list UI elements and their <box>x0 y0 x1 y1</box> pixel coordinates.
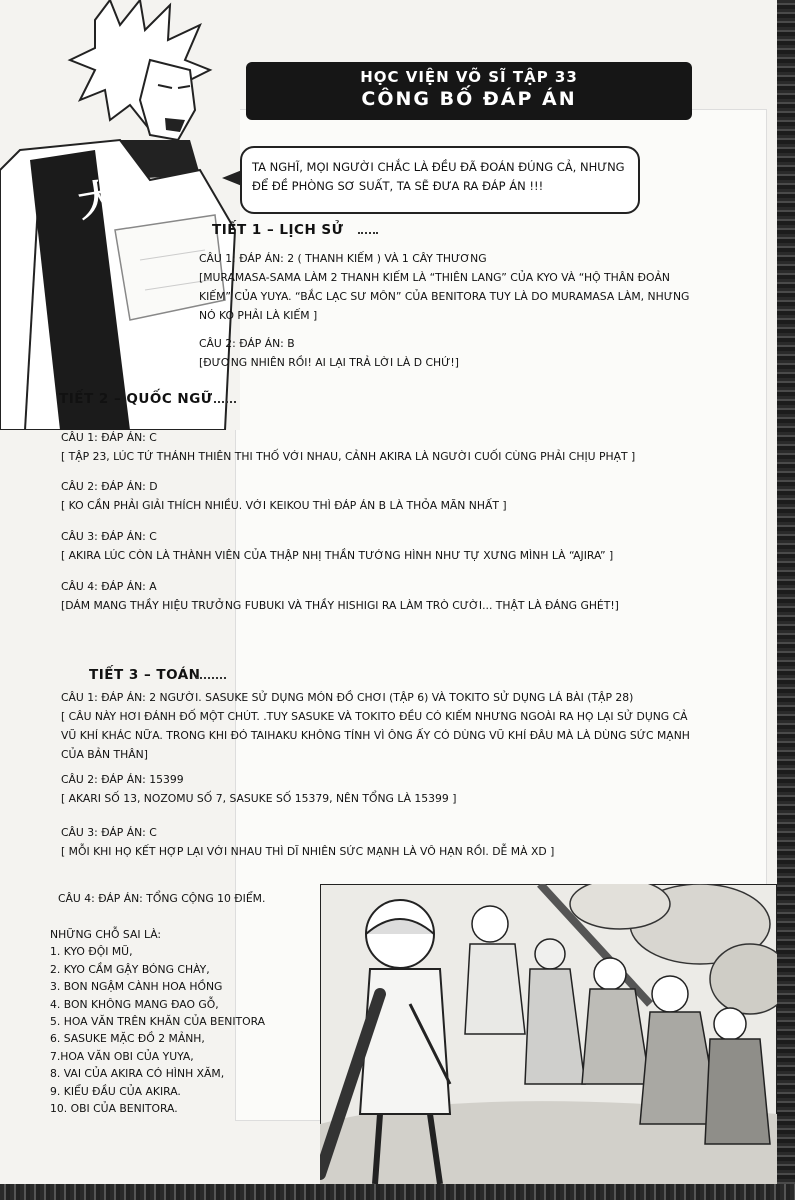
math-q2-line-1: CÂU 2: ĐÁP ÁN: 15399 <box>61 773 184 786</box>
difference-item: 9. KIỂU ĐẦU CỦA AKIRA. <box>50 1084 181 1098</box>
literature-q4-line-1: CÂU 4: ĐÁP ÁN: A <box>61 580 157 593</box>
math-q1-line-1: CÂU 1: ĐÁP ÁN: 2 NGƯỜI. SASUKE SỬ DỤNG MÓN ĐỒ CHƠI (TẬP 6) VÀ TOKITO SỬ DỤNG LÁ BÀI (TẬP 28) <box>61 691 634 704</box>
math-q2-line-2: [ AKARI SỐ 13, NOZOMU SỐ 7, SASUKE SỐ 15379, NÊN TỔNG LÀ 15399 ] <box>61 792 457 805</box>
math-q1-line-2: [ CÂU NÀY HƠI ĐÁNH ĐỐ MỘT CHÚT. .TUY SASUKE VÀ TOKITO ĐỀU CÓ KIẾM NHƯNG NGOÀI RA HỌ LẠI SỬ DỤNG CẢ <box>61 710 688 723</box>
history-q2-line-1: CÂU 2: ĐÁP ÁN: B <box>199 337 295 350</box>
history-q1-line-4: NÓ KO PHẢI LÀ KIẾM ] <box>199 309 318 322</box>
math-q3-line-2: [ MỖI KHI HỌ KẾT HỢP LẠI VỚI NHAU THÌ DĨ NHIÊN SỨC MẠNH LÀ VÔ HẠN RỒI. DỄ MÀ XD ] <box>61 845 555 858</box>
difference-item: 5. HOA VĂN TRÊN KHĂN CỦA BENITORA <box>50 1015 266 1029</box>
section-title-literature: TIẾT 2 – QUỐC NGỮ <box>59 391 213 407</box>
history-q2 <box>199 334 459 372</box>
title-line-1: HỌC VIỆN VÕ SĨ TẬP 33 <box>360 68 578 86</box>
history-q1-line-3: KIẾM” CỦA YUYA. “BẮC LẠC SƯ MÔN” CỦA BENITORA TUY LÀ DO MURAMASA LÀM, NHƯNG <box>199 290 690 303</box>
difference-item: 8. VAI CỦA AKIRA CÓ HÌNH XĂM, <box>50 1067 225 1081</box>
literature-q3 <box>61 527 613 565</box>
literature-q1-line-2: [ TẬP 23, LÚC TỨ THÁNH THIÊN THI THỐ VỚI NHAU, CẢNH AKIRA LÀ NGƯỜI CUỐI CÙNG PHẢI CHỊU PHẠT ] <box>61 450 636 463</box>
literature-q4-line-2: [DÁM MANG THẦY HIỆU TRƯỞNG FUBUKI VÀ THẦY HISHIGI RA LÀM TRÒ CƯỜI... THẬT LÀ ĐÁNG GHÉT!] <box>61 599 619 612</box>
math-q3 <box>61 823 554 861</box>
literature-q1 <box>61 428 635 466</box>
speech-line-2: ĐỂ ĐỀ PHÒNG SƠ SUẤT, TA SẼ ĐƯA RA ĐÁP ÁN !!! <box>252 179 544 193</box>
title-banner <box>246 62 692 120</box>
difference-item: 3. BON NGẬM CÀNH HOA HỒNG <box>50 980 223 994</box>
differences-heading: NHỮNG CHỖ SAI LÀ: <box>50 928 162 941</box>
difference-item: 2. KYO CẦM GẬY BÓNG CHÀY, <box>50 962 210 976</box>
literature-q3-line-2: [ AKIRA LÚC CÒN LÀ THÀNH VIÊN CỦA THẬP NHỊ THẦN TƯỚNG HÌNH NHƯ TỰ XƯNG MÌNH LÀ “AJIRA” ] <box>61 549 614 562</box>
page-edge-bottom <box>0 1184 795 1200</box>
difference-item: 7.HOA VĂN OBI CỦA YUYA, <box>50 1049 194 1063</box>
math-q3-line-1: CÂU 3: ĐÁP ÁN: C <box>61 826 157 839</box>
math-q1-line-3: VŨ KHÍ KHÁC NỮA. TRONG KHI ĐÓ TAIHAKU KHÔNG TÍNH VÌ ÔNG ẤY CÓ DÙNG VŨ KHÍ ĐÂU MÀ LÀ DÙNG SỨC MẠNH <box>61 729 690 742</box>
math-q1-line-4: CỦA BẢN THÂN] <box>61 748 148 761</box>
difference-item: 1. KYO ĐỘI MŨ, <box>50 945 133 959</box>
difference-item: 4. BON KHÔNG MANG ĐAO GỖ, <box>50 997 219 1011</box>
section-rule-2 <box>214 401 236 403</box>
literature-q3-line-1: CÂU 3: ĐÁP ÁN: C <box>61 530 157 543</box>
section-title-history: TIẾT 1 – LỊCH SỬ <box>212 222 344 238</box>
speech-bubble <box>240 146 640 214</box>
math-q1 <box>61 688 690 764</box>
section-title-math: TIẾT 3 – TOÁN <box>89 667 201 683</box>
section-rule-1 <box>358 232 378 234</box>
speech-bubble-tail <box>222 170 242 186</box>
math-q4-answer: CÂU 4: ĐÁP ÁN: TỔNG CỘNG 10 ĐIỂM. <box>58 892 266 905</box>
literature-q4 <box>61 577 619 615</box>
differences-list <box>50 926 265 1117</box>
difference-item: 10. OBI CỦA BENITORA. <box>50 1102 178 1116</box>
kanji-logo: 大 <box>74 173 123 227</box>
history-q1-line-2: [MURAMASA-SAMA LÀM 2 THANH KIẾM LÀ “THIÊN LANG” CỦA KYO VÀ “HỘ THÂN ĐOẢN <box>199 271 670 284</box>
math-q2 <box>61 770 456 808</box>
history-q1 <box>199 249 689 325</box>
difference-item: 6. SASUKE MẶC ĐỒ 2 MẢNH, <box>50 1032 205 1046</box>
literature-q1-line-1: CÂU 1: ĐÁP ÁN: C <box>61 431 157 444</box>
literature-q2-line-1: CÂU 2: ĐÁP ÁN: D <box>61 480 158 493</box>
speech-line-1: TA NGHĨ, MỌI NGƯỜI CHẮC LÀ ĐỀU ĐÃ ĐOÁN ĐÚNG CẢ, NHƯNG <box>252 160 625 174</box>
literature-q2 <box>61 477 507 515</box>
spot-the-difference-illustration <box>320 884 777 1184</box>
literature-q2-line-2: [ KO CẦN PHẢI GIẢI THÍCH NHIỀU. VỚI KEIKOU THÌ ĐÁP ÁN B LÀ THỎA MÃN NHẤT ] <box>61 499 507 512</box>
history-q2-line-2: [ĐƯƠNG NHIÊN RỒI! AI LẠI TRẢ LỜI LÀ D CHỨ!] <box>199 356 459 369</box>
page-edge-right <box>777 0 795 1200</box>
section-rule-3 <box>196 677 226 679</box>
history-q1-line-1: CÂU 1: ĐÁP ÁN: 2 ( THANH KIẾM ) VÀ 1 CÂY THƯƠNG <box>199 252 487 265</box>
title-line-2: CÔNG BỐ ĐÁP ÁN <box>361 88 577 110</box>
